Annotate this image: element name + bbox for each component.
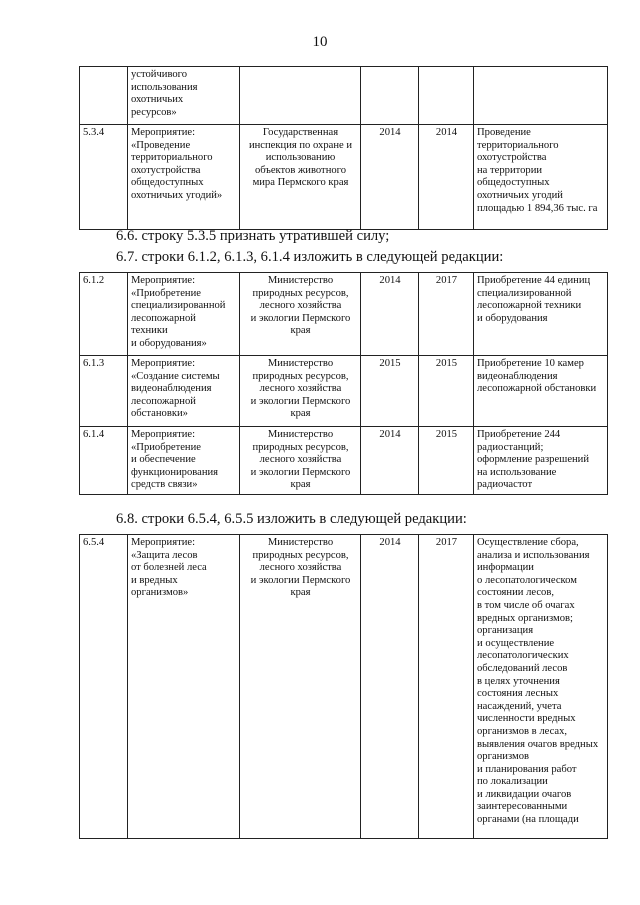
row-number: 6.1.4 (80, 427, 128, 495)
text-line: анализа и использования (477, 549, 590, 561)
text-line: лесопожарной обстановки (477, 383, 597, 395)
row-number: 6.1.3 (80, 356, 128, 427)
heading-6-6: 6.6. строку 5.3.5 признать утратившей силу; (116, 228, 390, 244)
text-line: и планирования работ (477, 763, 577, 775)
row-number: 5.3.4 (80, 125, 128, 230)
text-line: Мероприятие: (131, 429, 196, 440)
text-line: оформление разрешений (477, 454, 590, 466)
text-line: от болезней леса (131, 562, 207, 574)
text-line: края (290, 408, 311, 420)
result-cell (474, 125, 608, 230)
text-line: в том числе об очагах (477, 599, 575, 611)
text-line: лесного хозяйства (259, 300, 342, 312)
measure-cell (128, 273, 240, 356)
text-line: площадью 1 894,36 тыс. га (477, 202, 598, 214)
text-line: техники (131, 325, 168, 337)
text-line: заинтересованными (477, 801, 568, 813)
measure-cell (128, 535, 240, 839)
text-line: «Приобретение (131, 441, 201, 453)
text-line: радиочастот (477, 479, 533, 491)
text-line: и экологии Пермского (250, 574, 351, 586)
text-line: Министерство (267, 537, 334, 548)
text-line: инспекция по охране и (248, 139, 353, 151)
text-line: территориального (131, 152, 213, 164)
text-line: лесопожарной (131, 312, 196, 324)
text-line: на использование (477, 466, 557, 478)
table-row (80, 67, 608, 125)
page-number: 10 (312, 34, 328, 50)
text-line: «Проведение (131, 139, 191, 151)
text-line: края (290, 587, 311, 599)
text-line: Мероприятие: (131, 275, 196, 286)
text-line: охотустройства (477, 152, 547, 164)
text-line: организмов в лесах, (477, 725, 568, 737)
text-line: природных ресурсов, (252, 549, 349, 561)
start-year: 2014 (361, 535, 419, 839)
text-line: «Создание системы (131, 370, 220, 382)
text-line: края (290, 479, 311, 491)
text-line: средств связи» (131, 479, 198, 491)
text-line: лесопожарной (131, 395, 196, 407)
executor-cell (240, 535, 361, 839)
text-line: обследований лесов (477, 662, 568, 674)
table-row (80, 427, 608, 495)
text-line: и вредных (131, 574, 178, 586)
text-line: радиостанций; (477, 441, 544, 453)
text-line: ресурсов» (131, 106, 177, 118)
text-line: лесного хозяйства (259, 383, 342, 395)
text-line: по локализации (477, 776, 548, 788)
end-year: 2017 (419, 273, 474, 356)
text-line: Мероприятие: (131, 127, 196, 138)
text-line: общедоступных (477, 177, 550, 189)
text-line: Приобретение 44 единиц (477, 275, 591, 286)
row-number: 6.5.4 (80, 535, 128, 839)
text-line: органами (на площади (477, 814, 579, 826)
text-line: общедоступных (131, 177, 204, 189)
text-line: объектов животного (254, 164, 347, 176)
result-cell (474, 535, 608, 839)
measure-cell (128, 125, 240, 230)
text-line: и оборудования (477, 312, 548, 324)
text-line: Проведение (477, 127, 531, 138)
text-line: Осуществление сбора, (477, 537, 579, 548)
text-line: специализированной (477, 287, 572, 299)
text-line: Министерство (267, 429, 334, 440)
text-line: видеонаблюдения (131, 383, 212, 395)
text-line: функционирования (131, 466, 219, 478)
text-line: о лесопатологическом (477, 574, 577, 586)
text-line: территориального (477, 139, 559, 151)
text-line: обстановки» (131, 408, 188, 420)
result-cell (474, 273, 608, 356)
text-line: Мероприятие: (131, 358, 196, 369)
text-line: Министерство (267, 358, 334, 369)
table-top (79, 66, 608, 230)
text-line: «Защита лесов (131, 549, 198, 561)
start-year: 2015 (361, 356, 419, 427)
text-line: Приобретение 244 (477, 429, 561, 440)
heading-6-7: 6.7. строки 6.1.2, 6.1.3, 6.1.4 изложить в следующей редакции: (116, 249, 504, 265)
text-line: и оборудования» (131, 337, 207, 349)
text-line: охотничьих угодий (477, 189, 563, 201)
table-bottom (79, 534, 608, 839)
text-line: «Приобретение (131, 287, 201, 299)
text-line: охотустройства (131, 164, 201, 176)
text-line: лесного хозяйства (259, 454, 342, 466)
text-line: мира Пермского края (252, 177, 349, 189)
table-row (80, 356, 608, 427)
text-line: охотничьих (131, 94, 184, 106)
start-year: 2014 (361, 125, 419, 230)
text-line: насаждений, учета (477, 700, 562, 712)
executor-cell (240, 356, 361, 427)
text-line: и экологии Пермского (250, 466, 351, 478)
text-line: специализированной (131, 300, 226, 312)
executor-cell (240, 427, 361, 495)
row-number: 6.1.2 (80, 273, 128, 356)
text-line: на территории (477, 164, 543, 176)
end-year: 2015 (419, 427, 474, 495)
table-row (80, 535, 608, 839)
text-line: природных ресурсов, (252, 441, 349, 453)
table-row (80, 273, 608, 356)
text-line: и экологии Пермского (250, 395, 351, 407)
end-year: 2014 (419, 125, 474, 230)
measure-cell (128, 67, 240, 125)
text-line: и ликвидации очагов (477, 788, 572, 800)
measure-cell (128, 356, 240, 427)
text-line: выявления очагов вредных (477, 738, 599, 750)
text-line: вредных организмов; (477, 612, 573, 624)
text-line: и экологии Пермского (250, 312, 351, 324)
text-line: использования (131, 81, 198, 93)
text-line: края (290, 325, 311, 337)
text-line: состоянии лесов, (477, 587, 554, 599)
text-line: лесопатологических (477, 650, 569, 662)
text-line: видеонаблюдения (477, 370, 558, 382)
text-line: и осуществление (477, 637, 555, 649)
text-line: лесопожарной техники (477, 300, 582, 312)
text-line: лесного хозяйства (259, 562, 342, 574)
end-year: 2015 (419, 356, 474, 427)
result-cell (474, 356, 608, 427)
text-line: состояния лесных (477, 688, 559, 700)
text-line: информации (477, 562, 534, 574)
text-line: использованию (265, 152, 336, 164)
text-line: Министерство (267, 275, 334, 286)
text-line: организмов» (131, 587, 189, 599)
start-year: 2014 (361, 273, 419, 356)
text-line: Государственная (262, 127, 339, 138)
end-year: 2017 (419, 535, 474, 839)
table-middle (79, 272, 608, 495)
text-line: природных ресурсов, (252, 287, 349, 299)
text-line: охотничьих угодий» (131, 189, 223, 201)
start-year: 2014 (361, 427, 419, 495)
text-line: численности вредных (477, 713, 576, 725)
text-line: и обеспечение (131, 454, 196, 466)
text-line: в целях уточнения (477, 675, 560, 687)
text-line: организмов (477, 751, 530, 763)
executor-cell (240, 125, 361, 230)
text-line: Приобретение 10 камер (477, 358, 584, 369)
table-row (80, 125, 608, 230)
result-cell (474, 427, 608, 495)
heading-6-8: 6.8. строки 6.5.4, 6.5.5 изложить в следующей редакции: (116, 511, 467, 527)
text-line: Мероприятие: (131, 537, 196, 548)
text-line: устойчивого (131, 69, 188, 80)
measure-cell (128, 427, 240, 495)
text-line: природных ресурсов, (252, 370, 349, 382)
executor-cell (240, 273, 361, 356)
text-line: организация (477, 625, 534, 637)
